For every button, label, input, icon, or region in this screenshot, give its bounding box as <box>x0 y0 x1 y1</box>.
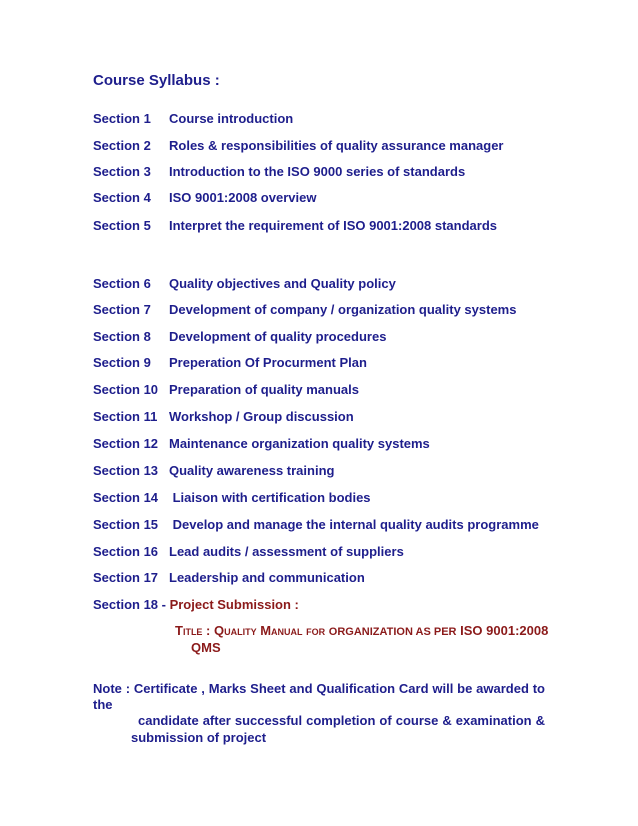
section-number: Section 10 <box>93 382 159 397</box>
page-title: Course Syllabus : <box>93 72 220 89</box>
section-number: Section 16 <box>93 544 159 559</box>
note-line-4: submission of project <box>131 730 267 745</box>
section-title: Roles & responsibilities of quality assurance manager <box>169 138 504 153</box>
project-title <box>175 623 548 638</box>
project-title-part3: ISO 9001:2008 <box>460 623 549 638</box>
section-number: Section 15 <box>93 517 159 532</box>
section-number: Section 9 <box>93 355 151 370</box>
section-title: Workshop / Group discussion <box>169 409 354 424</box>
project-submission-label: Project Submission : <box>169 597 299 612</box>
project-title-qms: QMS <box>191 640 221 655</box>
section-number: Section 11 <box>93 409 158 424</box>
section-title: ISO 9001:2008 overview <box>169 190 317 205</box>
section-number: Section 17 <box>93 570 159 585</box>
section-title: Liaison with certification bodies <box>169 490 371 505</box>
section-number: Section 2 <box>93 138 151 153</box>
section-title: Preperation Of Procurment Plan <box>169 355 367 370</box>
section-number: Section 1 <box>93 111 151 126</box>
note-line-2: the <box>93 697 113 712</box>
section-title: Interpret the requirement of ISO 9001:2008 standards <box>169 218 497 233</box>
section-title: Preparation of quality manuals <box>169 382 359 397</box>
section-number: Section 13 <box>93 463 159 478</box>
section-title: Introduction to the ISO 9000 series of standards <box>169 164 466 179</box>
section-number: Section 4 <box>93 190 151 205</box>
section-18-label: Section 18 - <box>93 597 170 612</box>
project-title-part2: ORGANIZATION AS PER <box>328 626 457 638</box>
section-title: Quality awareness training <box>169 463 335 478</box>
note-line-1: Note : Certificate , Marks Sheet and Qualification Card will be awarded to <box>93 681 545 696</box>
section-title: Maintenance organization quality systems <box>169 436 430 451</box>
section-number: Section 14 <box>93 490 159 505</box>
section-number: Section 8 <box>93 329 151 344</box>
section-title: Lead audits / assessment of suppliers <box>169 544 404 559</box>
section-title: Development of quality procedures <box>169 329 387 344</box>
section-number: Section 7 <box>93 302 151 317</box>
section-title: Leadership and communication <box>169 570 365 585</box>
section-number: Section 12 <box>93 436 159 451</box>
section-title: Course introduction <box>169 111 294 126</box>
section-number: Section 3 <box>93 164 151 179</box>
section-number: Section 5 <box>93 218 151 233</box>
section-title: Quality objectives and Quality policy <box>169 276 396 291</box>
project-title-part1: Title : Quality Manual for <box>175 623 326 638</box>
section-title: Development of company / organization quality systems <box>169 302 517 317</box>
section-number: Section 6 <box>93 276 151 291</box>
section-18-row <box>93 597 299 612</box>
note-line-3: candidate after successful completion of course & examination & <box>138 713 545 728</box>
section-title: Develop and manage the internal quality audits programme <box>169 517 539 532</box>
